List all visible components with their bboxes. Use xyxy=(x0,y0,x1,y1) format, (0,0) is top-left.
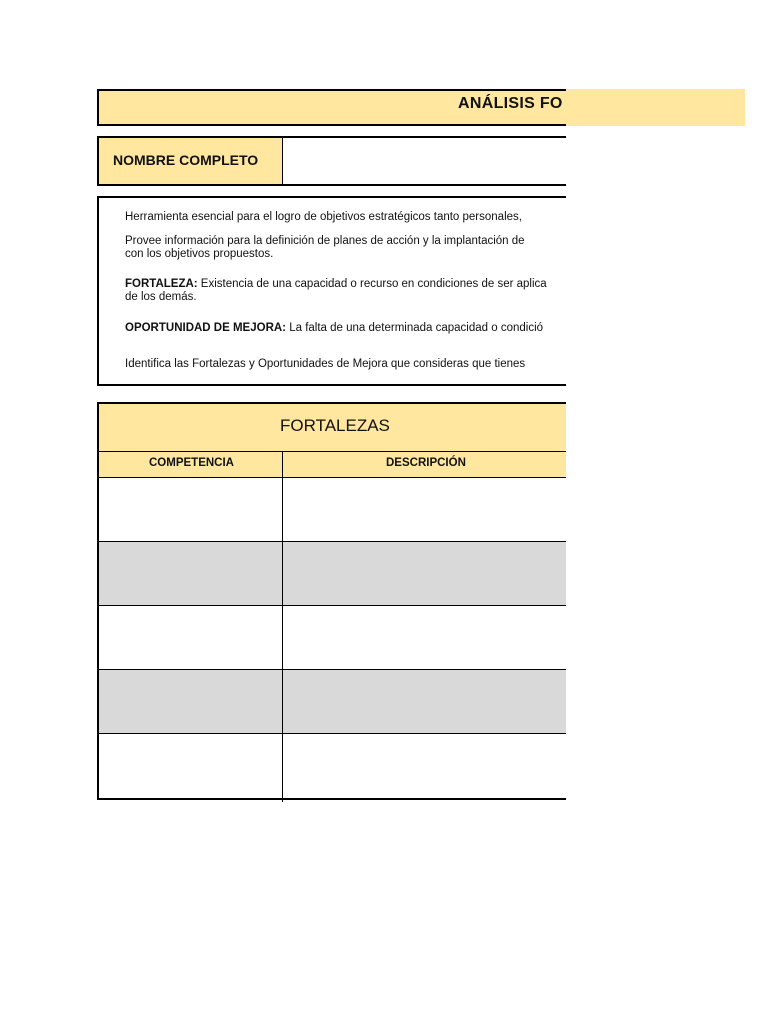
descripcion-cell[interactable] xyxy=(283,542,566,605)
fortaleza-definition: Existencia de una capacidad o recurso en condiciones de ser aplica xyxy=(197,278,547,290)
column-header-descripcion: DESCRIPCIÓN xyxy=(386,457,466,469)
descripcion-cell[interactable] xyxy=(283,734,566,798)
descripcion-cell[interactable] xyxy=(283,478,566,541)
info-line-instruction: Identifica las Fortalezas y Oportunidades de Mejora que consideras que tienes xyxy=(125,358,526,370)
competencia-cell[interactable] xyxy=(99,606,282,669)
info-line-tool: Herramienta esencial para el logro de objetivos estratégicos tanto personales, xyxy=(125,211,522,223)
info-line-oportunidad xyxy=(125,322,543,335)
instructions-box xyxy=(97,196,566,386)
descripcion-cell[interactable] xyxy=(283,670,566,733)
fortalezas-table xyxy=(97,402,566,800)
table-row xyxy=(99,670,566,734)
table-row xyxy=(99,478,566,542)
info-line-fortaleza-cont: de los demás. xyxy=(125,291,197,303)
descripcion-cell[interactable] xyxy=(283,606,566,669)
competencia-cell[interactable] xyxy=(99,542,282,605)
competencia-cell[interactable] xyxy=(99,478,282,541)
column-header-competencia: COMPETENCIA xyxy=(149,457,234,469)
name-label-cell xyxy=(99,138,283,184)
competencia-cell[interactable] xyxy=(99,734,282,798)
table-row xyxy=(99,734,566,798)
column-header-row xyxy=(99,452,566,478)
oportunidad-term: OPORTUNIDAD DE MEJORA: xyxy=(125,322,287,334)
title-fill-extension xyxy=(566,89,745,126)
info-line-fortaleza xyxy=(125,278,547,291)
name-input-cell[interactable] xyxy=(284,138,566,184)
table-row xyxy=(99,542,566,606)
fortalezas-table-header xyxy=(99,404,566,452)
fortalezas-title: FORTALEZAS xyxy=(280,416,390,435)
column-divider xyxy=(282,452,283,802)
info-line-provee-cont: con los objetivos propuestos. xyxy=(125,248,274,260)
info-line-provee: Provee información para la definición de planes de acción y la implantación de xyxy=(125,235,525,247)
fortaleza-term: FORTALEZA: xyxy=(125,278,198,290)
name-row xyxy=(97,136,566,186)
name-label: NOMBRE COMPLETO xyxy=(113,152,259,168)
table-row xyxy=(99,606,566,670)
page-title: ANÁLISIS FO xyxy=(458,95,563,112)
competencia-cell[interactable] xyxy=(99,670,282,733)
oportunidad-definition: La falta de una determinada capacidad o condició xyxy=(286,322,544,334)
